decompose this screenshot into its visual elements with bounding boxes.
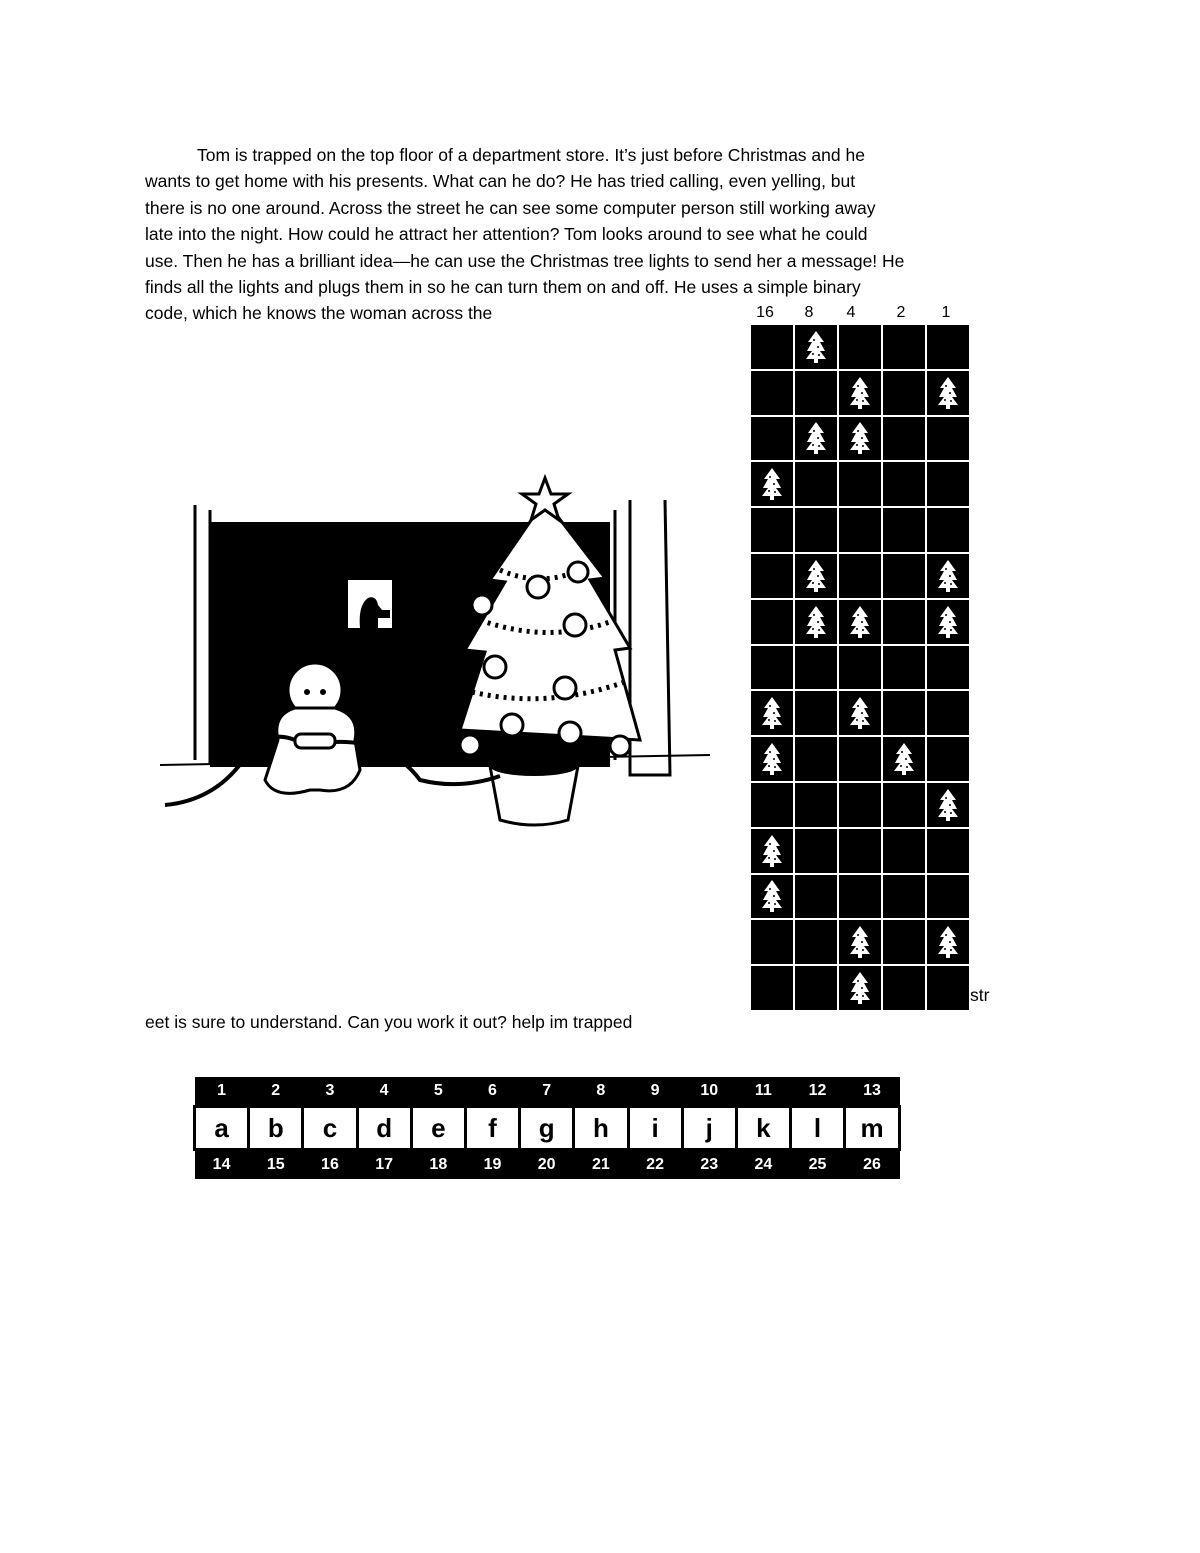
tree-light-icon	[937, 925, 959, 959]
light-cell-r12-c5	[926, 828, 970, 874]
alphabet-number: 25	[790, 1150, 844, 1180]
light-cell-r12-c2	[794, 828, 838, 874]
light-cell-r9-c2	[794, 690, 838, 736]
light-cell-r3-c4	[882, 416, 926, 462]
light-cell-r8-c5	[926, 645, 970, 691]
tree-light-icon	[849, 696, 871, 730]
binary-header-4: 4	[846, 304, 856, 321]
light-cell-r2-c5	[926, 370, 970, 416]
story-line-3: there is no one around. Across the street he can see some computer person still working away	[145, 197, 876, 218]
light-cell-r3-c2	[794, 416, 838, 462]
tree-light-icon	[805, 421, 827, 455]
plug-icon	[295, 734, 335, 748]
light-cell-r14-c2	[794, 919, 838, 965]
alphabet-number: 22	[628, 1150, 682, 1180]
alphabet-number: 1	[195, 1077, 249, 1107]
alphabet-letter: e	[411, 1107, 465, 1150]
light-cell-r14-c3	[838, 919, 882, 965]
tree-light-icon	[805, 330, 827, 364]
light-cell-r13-c2	[794, 874, 838, 920]
alphabet-number: 13	[845, 1077, 900, 1107]
light-cell-r7-c3	[838, 599, 882, 645]
light-cell-r15-c5	[926, 965, 970, 1011]
light-cell-r14-c4	[882, 919, 926, 965]
light-cell-r9-c1	[750, 690, 794, 736]
light-cell-r3-c3	[838, 416, 882, 462]
story-line-6: finds all the lights and plugs them in so he can turn them on and off. He uses a simple binary	[145, 277, 861, 298]
alphabet-letter: l	[790, 1107, 844, 1150]
light-cell-r13-c5	[926, 874, 970, 920]
binary-header-1: 1	[941, 304, 951, 321]
split-word-fragment: str	[970, 985, 990, 1005]
tree-light-icon	[937, 788, 959, 822]
light-cell-r5-c1	[750, 507, 794, 553]
tree-light-icon	[937, 605, 959, 639]
alphabet-number: 20	[520, 1150, 574, 1180]
light-cell-r10-c2	[794, 736, 838, 782]
light-cell-r1-c5	[926, 324, 970, 370]
alphabet-number: 9	[628, 1077, 682, 1107]
light-cell-r8-c3	[838, 645, 882, 691]
alphabet-letter: k	[736, 1107, 790, 1150]
story-line-4: late into the night. How could he attract her attention? Tom looks around to see what he could	[145, 224, 868, 245]
light-cell-r1-c1	[750, 324, 794, 370]
tree-light-icon	[849, 605, 871, 639]
tree-light-icon	[849, 925, 871, 959]
light-cell-r3-c5	[926, 416, 970, 462]
alphabet-number: 21	[574, 1150, 628, 1180]
light-cell-r12-c3	[838, 828, 882, 874]
binary-header-2: 2	[896, 304, 906, 321]
tree-light-icon	[805, 605, 827, 639]
light-cell-r6-c5	[926, 553, 970, 599]
light-cell-r10-c3	[838, 736, 882, 782]
light-cell-r4-c1	[750, 461, 794, 507]
alphabet-number: 19	[465, 1150, 519, 1180]
light-cell-r13-c1	[750, 874, 794, 920]
light-cell-r15-c1	[750, 965, 794, 1011]
light-cell-r14-c5	[926, 919, 970, 965]
christmas-scene-illustration	[160, 470, 720, 840]
light-cell-r7-c1	[750, 599, 794, 645]
light-cell-r4-c3	[838, 461, 882, 507]
alphabet-number: 10	[682, 1077, 736, 1107]
light-cell-r11-c5	[926, 782, 970, 828]
alphabet-number: 17	[357, 1150, 411, 1180]
alphabet-letter: g	[520, 1107, 574, 1150]
tree-light-icon	[937, 376, 959, 410]
light-cell-r8-c2	[794, 645, 838, 691]
alphabet-number: 15	[249, 1150, 303, 1180]
light-cell-r6-c3	[838, 553, 882, 599]
light-cell-r5-c5	[926, 507, 970, 553]
light-cell-r11-c4	[882, 782, 926, 828]
alphabet-number: 7	[520, 1077, 574, 1107]
alphabet-number: 12	[790, 1077, 844, 1107]
light-cell-r10-c1	[750, 736, 794, 782]
story-line-2: wants to get home with his presents. What can he do? He has tried calling, even yelling, but	[145, 171, 856, 192]
tree-light-icon	[849, 421, 871, 455]
alphabet-number: 26	[845, 1150, 900, 1180]
tree-light-icon	[849, 971, 871, 1005]
light-cell-r11-c2	[794, 782, 838, 828]
tree-light-icon	[761, 834, 783, 868]
tree-light-icon	[761, 879, 783, 913]
tree-light-icon	[761, 696, 783, 730]
tree-light-icon	[893, 742, 915, 776]
alphabet-letter: a	[195, 1107, 249, 1150]
alphabet-letter: j	[682, 1107, 736, 1150]
tree-light-icon	[761, 467, 783, 501]
alphabet-letter: d	[357, 1107, 411, 1150]
alphabet-number: 18	[411, 1150, 465, 1180]
light-cell-r5-c4	[882, 507, 926, 553]
light-cell-r5-c2	[794, 507, 838, 553]
light-cell-r4-c2	[794, 461, 838, 507]
alphabet-letter: b	[249, 1107, 303, 1150]
alphabet-number: 11	[736, 1077, 790, 1107]
story-line-7: code, which he knows the woman across the	[145, 303, 493, 324]
tree-light-icon	[937, 559, 959, 593]
light-cell-r6-c1	[750, 553, 794, 599]
light-cell-r6-c2	[794, 553, 838, 599]
alphabet-top-numbers	[195, 1077, 900, 1107]
light-cell-r7-c4	[882, 599, 926, 645]
alphabet-letter: m	[845, 1107, 900, 1150]
light-cell-r13-c4	[882, 874, 926, 920]
alphabet-number: 4	[357, 1077, 411, 1107]
tree-light-icon	[849, 376, 871, 410]
alphabet-letter: i	[628, 1107, 682, 1150]
light-cell-r6-c4	[882, 553, 926, 599]
light-cell-r10-c5	[926, 736, 970, 782]
light-cell-r5-c3	[838, 507, 882, 553]
alphabet-number: 14	[195, 1150, 249, 1180]
light-cell-r9-c4	[882, 690, 926, 736]
alphabet-number: 3	[303, 1077, 357, 1107]
light-cell-r11-c3	[838, 782, 882, 828]
alphabet-letter: f	[465, 1107, 519, 1150]
alphabet-number: 16	[303, 1150, 357, 1180]
alphabet-letter: h	[574, 1107, 628, 1150]
alphabet-key-table	[193, 1077, 901, 1179]
alphabet-number: 5	[411, 1077, 465, 1107]
light-cell-r15-c4	[882, 965, 926, 1011]
alphabet-number: 24	[736, 1150, 790, 1180]
christmas-tree	[460, 478, 640, 756]
alphabet-letter: c	[303, 1107, 357, 1150]
light-cell-r1-c3	[838, 324, 882, 370]
light-cell-r10-c4	[882, 736, 926, 782]
light-cell-r9-c5	[926, 690, 970, 736]
tree-light-icon	[805, 559, 827, 593]
light-cell-r8-c1	[750, 645, 794, 691]
alphabet-number: 23	[682, 1150, 736, 1180]
binary-header-16: 16	[756, 304, 774, 321]
story-line-1: Tom is trapped on the top floor of a department store. It’s just before Christmas and he	[197, 145, 865, 165]
story-line-5: use. Then he has a brilliant idea—he can use the Christmas tree lights to send her a message! He	[145, 250, 905, 271]
light-cell-r2-c4	[882, 370, 926, 416]
binary-header-8: 8	[804, 304, 814, 321]
light-cell-r9-c3	[838, 690, 882, 736]
light-cell-r2-c2	[794, 370, 838, 416]
binary-light-grid	[750, 324, 970, 1011]
alphabet-number: 8	[574, 1077, 628, 1107]
alphabet-letters	[195, 1107, 900, 1150]
alphabet-bottom-numbers	[195, 1150, 900, 1180]
alphabet-number: 2	[249, 1077, 303, 1107]
light-cell-r4-c5	[926, 461, 970, 507]
alphabet-number: 6	[465, 1077, 519, 1107]
light-cell-r7-c2	[794, 599, 838, 645]
tree-light-icon	[761, 742, 783, 776]
light-cell-r2-c1	[750, 370, 794, 416]
light-cell-r15-c2	[794, 965, 838, 1011]
light-cell-r15-c3	[838, 965, 882, 1011]
story-tail-line: eet is sure to understand. Can you work it out? help im trapped	[145, 1012, 633, 1032]
plant-pot	[490, 756, 578, 825]
light-cell-r12-c1	[750, 828, 794, 874]
light-cell-r2-c3	[838, 370, 882, 416]
light-cell-r7-c5	[926, 599, 970, 645]
light-cell-r1-c2	[794, 324, 838, 370]
light-cell-r8-c4	[882, 645, 926, 691]
light-cell-r14-c1	[750, 919, 794, 965]
light-cell-r3-c1	[750, 416, 794, 462]
light-cell-r11-c1	[750, 782, 794, 828]
light-cell-r4-c4	[882, 461, 926, 507]
story-paragraph	[145, 142, 995, 327]
light-cell-r1-c4	[882, 324, 926, 370]
light-cell-r12-c4	[882, 828, 926, 874]
light-cell-r13-c3	[838, 874, 882, 920]
